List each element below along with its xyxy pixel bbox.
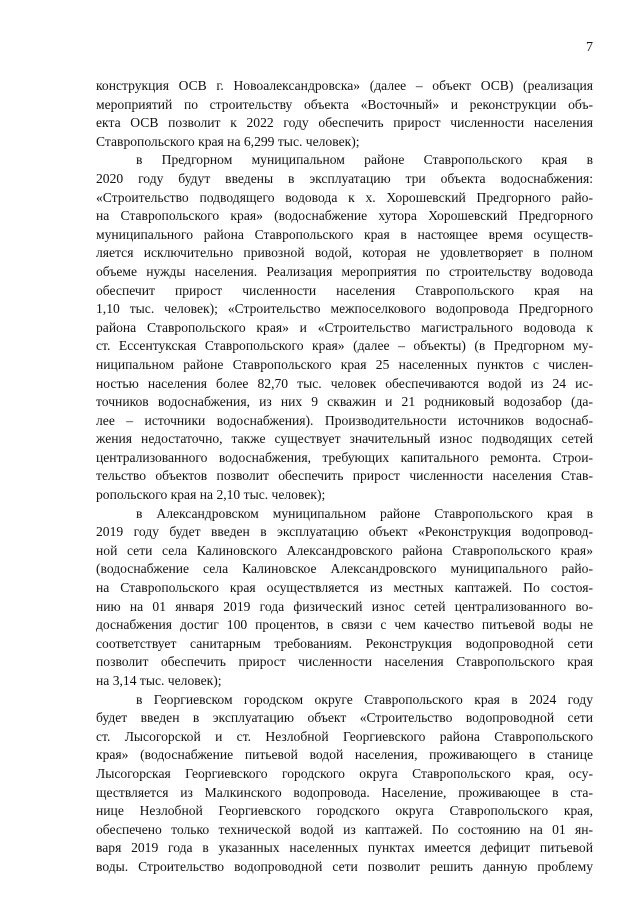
text-line: тельство объектов позволит обеспечить прирост численности населения Став- — [96, 468, 593, 484]
text-line: лее – источники водоснабжения). Производительности источников водоснаб- — [96, 412, 593, 428]
paragraph — [96, 691, 593, 877]
text-line: будет введен в эксплуатацию объект «Строительство водопроводной сети — [96, 710, 593, 726]
text-line: ниципальном районе Ставропольского края 25 населенных пунктов с числен- — [96, 356, 593, 372]
text-line: на Ставропольского края осуществляется из местных каптажей. По состоя- — [96, 580, 593, 596]
text-line: ностью населения более 82,70 тыс. человек обеспечиваются водой из 24 ис- — [96, 375, 593, 391]
text-line: 2019 году будет введен в эксплуатацию объект «Реконструкция водопровод- — [96, 524, 593, 540]
text-line: 2020 году будут введены в эксплуатацию три объекта водоснабжения: — [96, 170, 593, 186]
text-line: ст. Ессентукская Ставропольского края» (далее – объекты) (в Предгорном му- — [96, 338, 593, 354]
text-line: нию на 01 января 2019 года физический износ сетей централизованного во- — [96, 598, 593, 614]
text-line: Ставропольского края на 6,299 тыс. человек); — [96, 133, 360, 149]
text-line: ляется исключительно привозной водой, которая не удовлетворяет в полном — [96, 245, 593, 261]
text-line: в Георгиевском городском округе Ставропольского края в 2024 году — [136, 691, 593, 707]
text-line: 1,10 тыс. человек); «Строительство межпоселкового водопровода Предгорного — [96, 301, 593, 317]
text-line: обеспечит прирост численности населения Ставропольского края на — [96, 282, 593, 298]
paragraph — [96, 151, 593, 504]
page-number: 7 — [586, 40, 593, 55]
text-line: «Строительство подводящего водовода к х. Хорошевский Предгорного райо- — [96, 189, 593, 205]
text-line: конструкция ОСВ г. Новоалександровска» (далее – объект ОСВ) (реализация — [96, 78, 593, 93]
text-line: нице Незлобной Георгиевского городского округа Ставропольского края, — [96, 803, 593, 819]
text-line: в Предгорном муниципальном районе Ставропольского края в — [136, 152, 593, 168]
text-line: варя 2019 года в указанных населенных пунктах имеется дефицит питьевой — [96, 840, 593, 856]
text-line: ропольского края на 2,10 тыс. человек); — [96, 487, 326, 503]
text-line: воды. Строительство водопроводной сети позволит решить данную проблему — [96, 858, 593, 874]
text-line: позволит обеспечить прирост численности населения Ставропольского края — [96, 654, 593, 670]
text-line: муниципального района Ставропольского края в настоящее время осуществ- — [96, 226, 593, 242]
text-line: ст. Лысогорской и ст. Незлобной Георгиевского района Ставропольского — [96, 728, 593, 744]
paragraph — [96, 77, 593, 151]
text-line: жения недостаточно, также существует значительный износ подводящих сетей — [96, 431, 593, 447]
text-line: Лысогорская Георгиевского городского округа Ставропольского края, осу- — [96, 765, 593, 781]
text-line: края» (водоснабжение питьевой водой населения, проживающего в станице — [96, 747, 593, 763]
text-line: (водоснабжение села Калиновское Александровского муниципального райо- — [96, 561, 593, 577]
text-line: района Ставропольского края» и «Строительство магистрального водовода к — [96, 319, 593, 335]
text-line: ществляется из Малкинского водопровода. Население, проживающее в ста- — [96, 784, 593, 800]
text-line: на Ставропольского края» (водоснабжение хутора Хорошевский Предгорного — [96, 208, 593, 224]
text-line: объеме нужды населения. Реализация мероприятия по строительству водовода — [96, 263, 593, 279]
text-line: обеспечено только технической водой из каптажей. По состоянию на 01 ян- — [96, 821, 593, 837]
text-line: екта ОСВ позволит к 2022 году обеспечить прирост численности населения — [96, 115, 593, 131]
text-line: точников водоснабжения, из них 9 скважин и 21 родниковый водозабор (да- — [96, 394, 593, 410]
text-line: ной сети села Калиновского Александровского района Ставропольского края» — [96, 542, 593, 558]
text-line: мероприятий по строительству объекта «Восточный» и реконструкции объ- — [96, 96, 593, 112]
paragraph — [96, 505, 593, 691]
text-line: доснабжения достиг 100 процентов, в связи с чем качество питьевой воды не — [96, 617, 593, 633]
text-line: на 3,14 тыс. человек); — [96, 673, 222, 688]
text-line: соответствует санитарным требованиям. Реконструкция водопроводной сети — [96, 635, 593, 651]
text-line: централизованного водоснабжения, требующих капитального ремонта. Строи- — [96, 449, 593, 465]
text-line: в Александровском муниципальном районе Ставропольского края в — [136, 505, 593, 521]
document-body — [96, 77, 593, 877]
